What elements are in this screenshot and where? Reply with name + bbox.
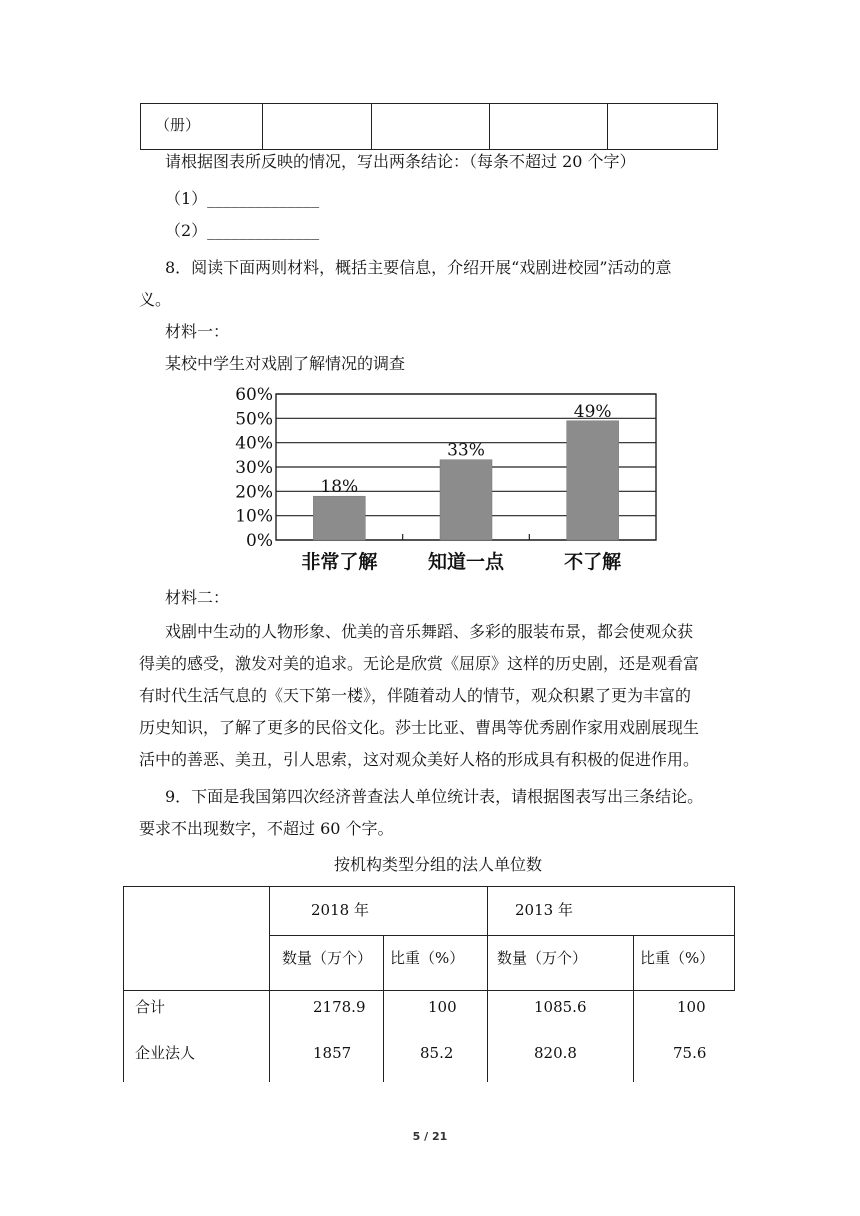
x-tick-label: 知道一点 [427, 551, 505, 573]
row-label: 合计 [135, 998, 166, 1016]
material-2-line-3: 有时代生活气息的《天下第一楼》，伴随着动人的情节，观众积累了更为丰富的 [139, 686, 692, 705]
y-tick-label: 40% [235, 433, 273, 454]
table-cell-value: 1085.6 [534, 998, 587, 1016]
x-tick-label: 非常了解 [301, 551, 378, 573]
table-cell-value: 100 [677, 998, 706, 1016]
year-header: 2013 年 [515, 901, 573, 919]
table-border [487, 886, 488, 1082]
q7-prompt: 请根据图表所反映的情况，写出两条结论：（每条不超过 20 个字） [165, 152, 636, 171]
material-2-line-4: 历史知识，了解了更多的民俗文化。莎士比亚、曹禺等优秀剧作家用戏剧展现生 [139, 718, 700, 737]
y-tick-label: 50% [235, 409, 273, 430]
table-border [633, 935, 634, 1082]
q8-question-line-1: 8．阅读下面两则材料，概括主要信息，介绍开展“戏剧进校园”活动的意 [165, 258, 672, 277]
table-cell-value: 2178.9 [313, 998, 366, 1016]
row-label: 企业法人 [135, 1044, 196, 1062]
table-border [123, 886, 124, 1082]
material-2-line-1: 戏剧中生动的人物形象、优美的音乐舞蹈、多彩的服装布景，都会使观众获 [165, 622, 694, 641]
q9-question-line-1: 9．下面是我国第四次经济普查法人单位统计表，请根据图表写出三条结论。 [165, 787, 704, 806]
table-cell [489, 104, 608, 149]
q7-blank-2: （2）______________ [165, 221, 320, 240]
y-tick-label: 20% [235, 482, 273, 503]
page-number: 5 / 21 [412, 1130, 448, 1143]
bar [567, 421, 619, 540]
y-tick-label: 10% [235, 506, 273, 527]
survey-bar-chart [226, 386, 666, 576]
material-1-label: 材料一： [165, 322, 230, 341]
top-table-fragment [140, 103, 718, 150]
y-tick-label: 60% [235, 386, 273, 405]
x-tick-label: 不了解 [564, 551, 622, 573]
bar [313, 496, 365, 540]
table-title: 按机构类型分组的法人单位数 [334, 855, 543, 874]
column-header: 数量（万个） [282, 949, 373, 967]
year-header: 2018 年 [311, 901, 369, 919]
chart-svg [226, 386, 666, 576]
column-header: 比重（%） [640, 949, 715, 967]
table-border [123, 990, 735, 991]
table-cell-value: 820.8 [534, 1044, 577, 1062]
data-label: 49% [573, 401, 612, 422]
y-tick-label: 30% [235, 458, 273, 478]
table-border [734, 886, 735, 991]
y-tick-label: 0% [246, 531, 273, 551]
table-border [123, 886, 735, 887]
table-border [269, 886, 270, 1082]
table-cell-value: 100 [428, 998, 457, 1016]
table-cell [607, 104, 718, 149]
table-cell [371, 104, 490, 149]
column-header: 比重（%） [390, 949, 465, 967]
legal-entity-table [123, 886, 735, 1082]
table-cell-value: 1857 [313, 1044, 352, 1062]
data-label: 18% [320, 477, 359, 498]
chart-caption: 某校中学生对戏剧了解情况的调查 [165, 354, 406, 373]
material-2-line-5: 活中的善恶、美丑，引人思索，这对观众美好人格的形成具有积极的促进作用。 [139, 750, 700, 769]
table-cell [141, 104, 262, 149]
q8-question-line-2: 义。 [139, 290, 172, 309]
bar [440, 460, 492, 540]
q9-question-line-2: 要求不出现数字，不超过 60 个字。 [139, 819, 394, 838]
table-cell [262, 104, 372, 149]
table-border [383, 935, 384, 1082]
column-header: 数量（万个） [497, 949, 588, 967]
table-border [269, 935, 735, 936]
q7-blank-1: （1）______________ [165, 189, 320, 208]
data-label: 33% [447, 440, 485, 461]
material-2-line-2: 得美的感受，激发对美的追求。无论是欣赏《屈原》这样的历史剧，还是观看富 [139, 654, 700, 673]
material-2-label: 材料二： [165, 588, 230, 607]
row-label: （册） [155, 116, 201, 134]
table-cell-value: 85.2 [420, 1044, 454, 1062]
table-cell-value: 75.6 [673, 1044, 707, 1062]
